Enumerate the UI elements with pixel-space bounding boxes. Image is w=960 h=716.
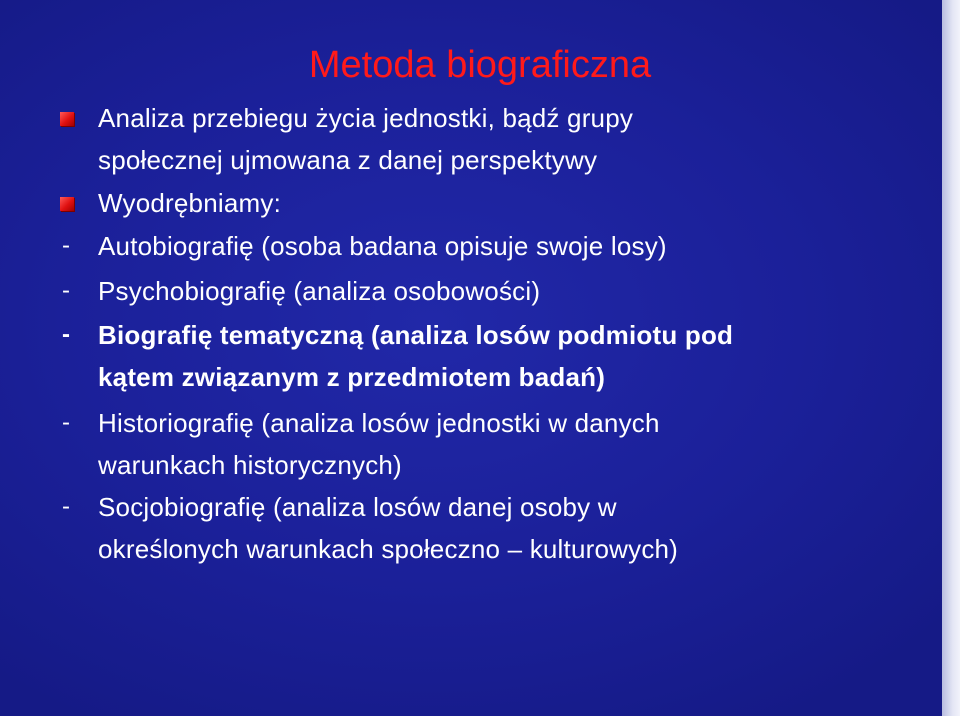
slide-title: Metoda biograficzna: [308, 44, 652, 86]
bullet-item-2: [98, 182, 898, 224]
dash-item-4-line-1: Historiografię (analiza losów jednostki w danych: [98, 408, 660, 438]
dash-item-4-line-2: warunkach historycznych): [98, 450, 402, 480]
dash-marker: -: [62, 232, 71, 259]
dash-item-historiografia: [62, 402, 898, 486]
dash-marker: -: [62, 409, 71, 436]
bullet-item-2-line-1: Wyodrębniamy:: [98, 188, 281, 218]
dash-item-5-line-2: określonych warunkach społeczno – kulturowych): [98, 534, 679, 564]
dash-item-3-line-1: Biografię tematyczną (analiza losów podmiotu pod: [98, 320, 734, 350]
slide-edge-strip: [942, 0, 960, 716]
dash-item-socjobiografia: [62, 486, 898, 570]
dash-marker: -: [62, 277, 71, 304]
red-square-bullet-icon: [60, 112, 74, 126]
bullet-item-1-line-1: Analiza przebiegu życia jednostki, bądź grupy: [98, 103, 634, 133]
dash-item-5-line-1: Socjobiografię (analiza losów danej osoby w: [98, 492, 617, 522]
dash-marker: -: [62, 493, 71, 520]
dash-item-biografia-tematyczna: [62, 314, 898, 398]
dash-item-3-line-2: kątem związanym z przedmiotem badań): [98, 362, 606, 392]
dash-item-1-line-1: Autobiografię (osoba badana opisuje swoje losy): [98, 231, 667, 261]
dash-marker: -: [62, 321, 71, 348]
bullet-item-1: [98, 97, 898, 181]
dash-item-psychobiografia: [62, 270, 898, 312]
dash-item-autobiografia: [62, 225, 898, 267]
bullet-item-1-line-2: społecznej ujmowana z danej perspektywy: [98, 145, 598, 175]
dash-item-2-line-1: Psychobiografię (analiza osobowości): [98, 276, 541, 306]
red-square-bullet-icon: [60, 197, 74, 211]
